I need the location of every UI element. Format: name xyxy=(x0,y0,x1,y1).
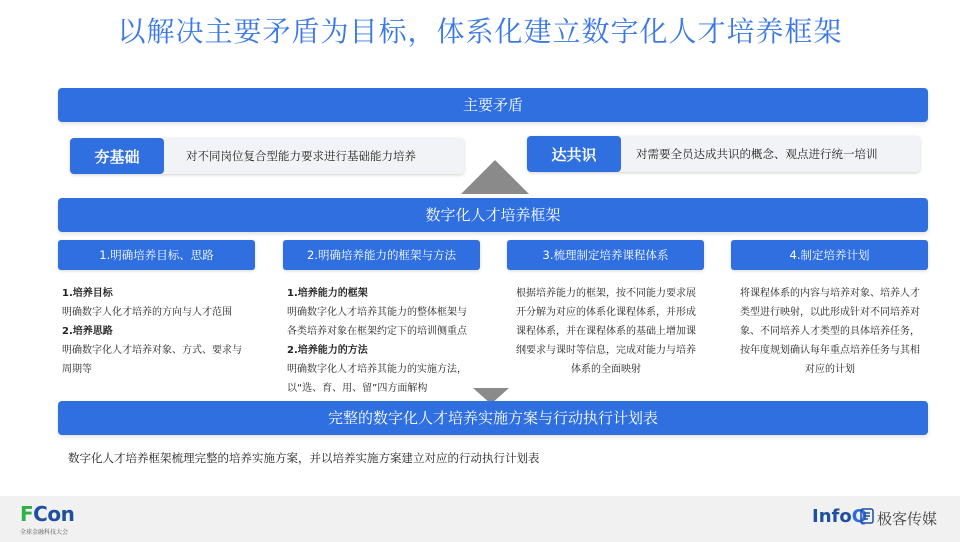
fcon-logo xyxy=(20,502,74,526)
step-4-line-3: 象、不同培养人才类型的具体培养任务， xyxy=(740,326,920,337)
step-3-button: 3.梳理制定培养课程体系 xyxy=(507,240,704,270)
step-1-line-1: 明确数字人化才培养的方向与人才范围 xyxy=(62,307,232,318)
framework-band xyxy=(58,198,928,232)
step-2-detail xyxy=(287,284,497,398)
step-3-line-5: 体系的全面映射 xyxy=(571,364,641,375)
step-4-line-1: 将课程体系的内容与培养对象、培养人才 xyxy=(740,288,920,299)
plan-note: 数字化人才培养框架梳理完整的培养实施方案，并以培养实施方案建立对应的行动执行计划表 xyxy=(68,451,540,465)
step-1-line-3: 周期等 xyxy=(62,364,92,375)
consolidate-foundation-desc: 对不同岗位复合型能力要求进行基础能力培养 xyxy=(186,149,416,163)
step-2-line-1: 明确数字化人才培养其能力的整体框架与 xyxy=(287,307,467,318)
reach-consensus-tag: 达共识 xyxy=(527,136,621,172)
step-3-line-1: 根据培养能力的框架，按不同能力要求展 xyxy=(516,288,696,299)
up-arrow-icon xyxy=(461,160,529,194)
step-3-detail xyxy=(501,284,711,379)
step-1-heading-1: 1.培养目标 xyxy=(62,288,113,299)
plan-heading: 完整的数字化人才培养实施方案与行动执行计划表 xyxy=(327,409,658,427)
framework-heading: 数字化人才培养框架 xyxy=(425,206,561,224)
step-2-line-3: 明确数字化人才培养其能力的实施方法， xyxy=(287,364,467,375)
fcon-subtitle: 全球金融科技大会 xyxy=(20,529,69,536)
step-1-button: 1.明确培养目标、思路 xyxy=(58,240,255,270)
infoq-logo-info: Info xyxy=(812,506,852,527)
infoq-logo xyxy=(812,506,867,527)
step-1-detail xyxy=(62,284,272,379)
step-2-line-2: 各类培养对象在框架约定下的培训侧重点 xyxy=(287,326,467,337)
plan-band xyxy=(58,401,928,435)
geek-media-text: 极客传媒 xyxy=(877,510,938,528)
step-1-line-2: 明确数字化人才培养对象、方式、要求与 xyxy=(62,345,242,356)
footer xyxy=(0,496,960,542)
infoq-logo-q: Q xyxy=(851,506,868,527)
step-2-heading-1: 1.培养能力的框架 xyxy=(287,288,368,299)
fcon-logo-f: F xyxy=(20,502,34,526)
left-contradiction-card xyxy=(70,138,464,174)
step-3-line-2: 开分解为对应的体系化课程体系，并形成 xyxy=(516,307,696,318)
step-4-line-4: 按年度规划确认每年重点培养任务与其相 xyxy=(740,345,920,356)
step-2-heading-2: 2.培养能力的方法 xyxy=(287,345,368,356)
step-4-line-2: 类型进行映射，以此形成针对不同培养对 xyxy=(740,307,920,318)
step-2-line-4: 以“选、育、用、留”四方面解构 xyxy=(287,383,428,394)
fcon-logo-con: Con xyxy=(33,502,75,526)
step-1-heading-2: 2.培养思路 xyxy=(62,326,113,337)
main-contradiction-heading: 主要矛盾 xyxy=(462,96,523,114)
consolidate-foundation-tag: 夯基础 xyxy=(70,138,164,174)
step-4-button: 4.制定培养计划 xyxy=(731,240,928,270)
geek-brand-icon xyxy=(860,508,874,524)
right-contradiction-card xyxy=(527,136,920,172)
step-3-line-4: 纲要求与课时等信息，完成对能力与培养 xyxy=(516,345,696,356)
step-3-line-3: 课程体系，并在课程体系的基础上增加课 xyxy=(516,326,696,337)
step-2-button: 2.明确培养能力的框架与方法 xyxy=(283,240,480,270)
step-4-detail xyxy=(725,284,935,379)
step-4-line-5: 对应的计划 xyxy=(805,364,855,375)
main-contradiction-band xyxy=(58,88,928,122)
page-title: 以解决主要矛盾为目标，体系化建立数字化人才培养框架 xyxy=(117,15,843,48)
reach-consensus-desc: 对需要全员达成共识的概念、观点进行统一培训 xyxy=(636,147,878,161)
